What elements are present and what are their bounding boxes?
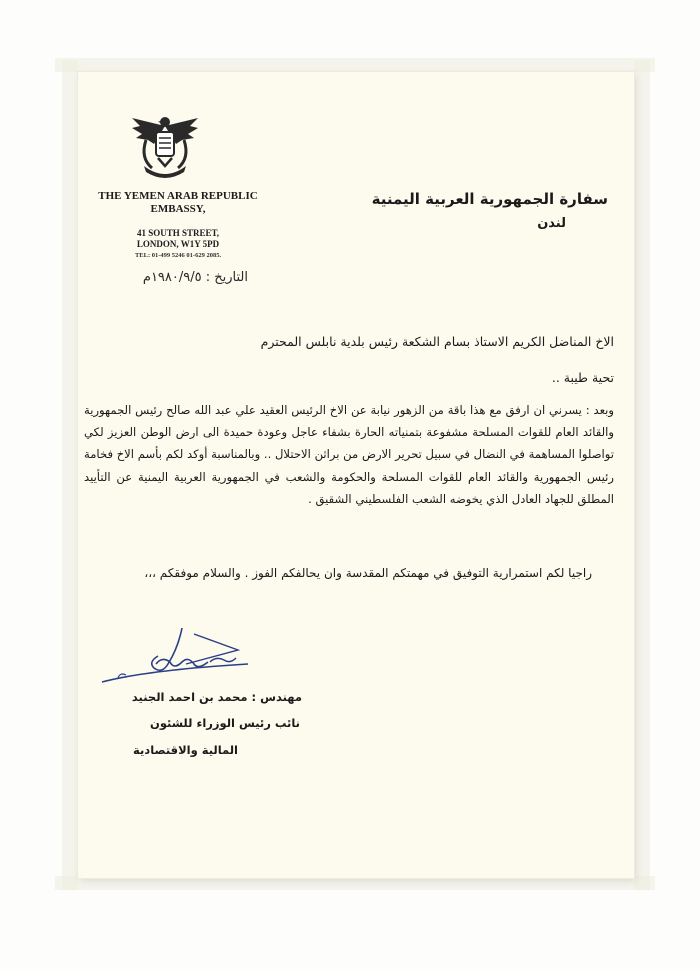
embassy-telephone: TEL: 01-499 5246 01-629 2085.	[134, 252, 222, 259]
tape-strip-top	[55, 58, 655, 72]
signatory-title-line1: نائب رئيس الوزراء للشئون	[150, 716, 300, 730]
embassy-name-english	[80, 190, 276, 216]
address-line2: LONDON, W1Y 5PD	[136, 239, 220, 249]
letter-greeting: تحية طيبة ..	[551, 370, 614, 385]
letter-body: وبعد : يسرني ان ارفق مع هذا باقة من الزهور نيابة عن الاخ الرئيس العقيد علي عبد الله صالح رئيس الجمهورية والقائد العام للقوات المسلحة مشفوعة بتمنياته الحارة بشفاء عاجل وعودة حميدة الى ارض الوطن العزيز لكي تواصلوا المساهمة في النضال في سبيل تحرير الارض من براثن الاحتلال .. وبالمناسبة أوكد لكم بأسم الاخ فخامة رئيس الجمهورية والقائد العام للقوات المسلحة والحكومة والشعب في الجمهورية العربية اليمنية عن التأييد المطلق للجهاد العادل الذي يخوضه الشعب الفلسطيني الشقيق .	[84, 403, 614, 506]
letter-closing: راجيا لكم استمرارية التوفيق في مهمتكم المقدسة وان يحالفكم الفوز . والسلام موفقكم ،،،	[144, 566, 592, 580]
embassy-name-line1: THE YEMEN ARAB REPUBLIC	[98, 190, 258, 202]
tape-strip-left	[62, 60, 78, 890]
letter-salutation: الاخ المناضل الكريم الاستاذ بسام الشكعة رئيس بلدية نابلس المحترم	[260, 334, 614, 349]
eagle-emblem-icon	[128, 112, 202, 184]
tape-strip-right	[634, 60, 650, 890]
embassy-address	[80, 228, 276, 250]
embassy-name-arabic: سفارة الجمهورية العربية اليمنية	[371, 190, 608, 208]
handwritten-signature	[98, 620, 248, 696]
embassy-name-line2: EMBASSY,	[150, 203, 206, 215]
embassy-city-arabic: لندن	[537, 216, 566, 231]
signatory-name: مهندس : محمد بن احمد الجنيد	[131, 690, 302, 704]
tape-strip-bottom	[55, 876, 655, 890]
address-line1: 41 SOUTH STREET,	[136, 228, 220, 238]
letter-date: التاريخ : ١٩٨٠/٩/٥م	[142, 270, 248, 285]
signatory-title-line2: المالية والاقتصادية	[133, 743, 238, 757]
